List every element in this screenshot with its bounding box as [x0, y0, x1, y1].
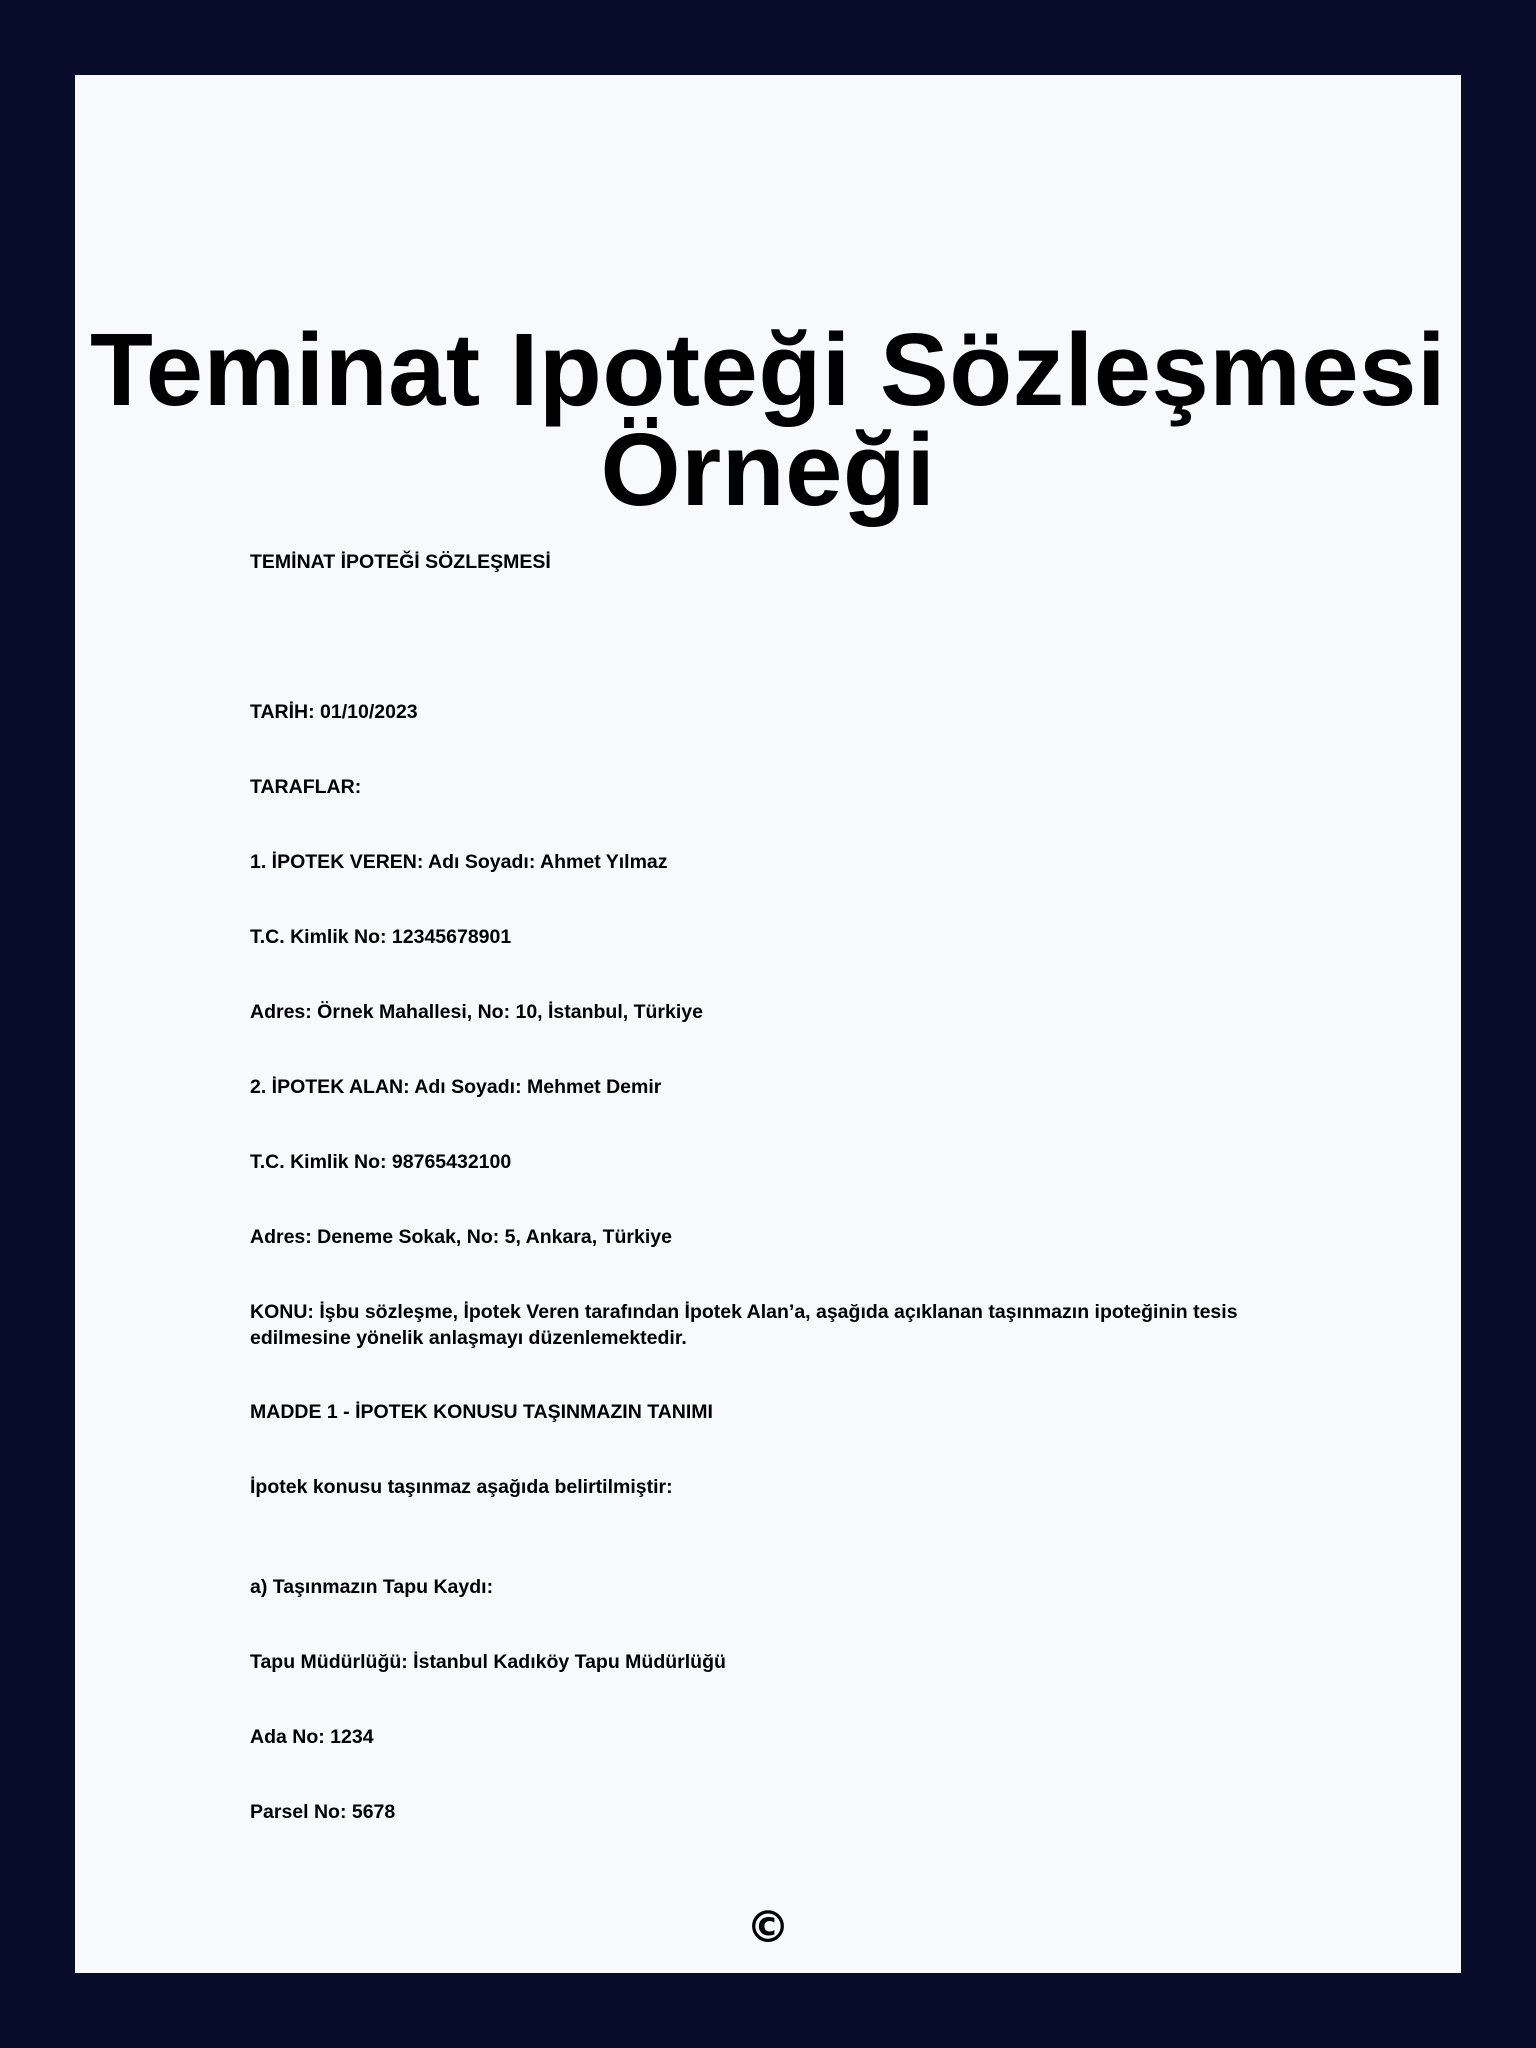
date-line: TARİH: 01/10/2023: [250, 701, 418, 723]
mortgagee-id: T.C. Kimlik No: 98765432100: [250, 1151, 512, 1173]
parties-label: TARAFLAR:: [250, 776, 362, 798]
mortgagor-name: 1. İPOTEK VEREN: Adı Soyadı: Ahmet Yılmaz: [250, 851, 668, 873]
mortgagor-id: T.C. Kimlik No: 12345678901: [250, 926, 512, 948]
article1-heading: MADDE 1 - İPOTEK KONUSU TAŞINMAZIN TANIMI: [250, 1401, 713, 1423]
contract-heading: TEMİNAT İPOTEĞİ SÖZLEŞMESİ: [250, 551, 551, 573]
subject-paragraph: KONU: İşbu sözleşme, İpotek Veren tarafından İpotek Alan’a, aşağıda açıklanan taşınmazın ipoteğinin tesis edilmesine yönelik anlaşmayı düzenlemektedir.: [250, 1301, 1238, 1349]
mortgagor-address: Adres: Örnek Mahallesi, No: 10, İstanbul, Türkiye: [250, 1001, 703, 1023]
deed-label: a) Taşınmazın Tapu Kaydı:: [250, 1576, 494, 1598]
parcel-number: Parsel No: 5678: [250, 1801, 396, 1823]
document-page: [75, 75, 1461, 1973]
mortgagee-name: 2. İPOTEK ALAN: Adı Soyadı: Mehmet Demir: [250, 1076, 662, 1098]
block-number: Ada No: 1234: [250, 1726, 374, 1748]
registry-line: Tapu Müdürlüğü: İstanbul Kadıköy Tapu Müdürlüğü: [250, 1651, 726, 1673]
mortgagee-address: Adres: Deneme Sokak, No: 5, Ankara, Türkiye: [250, 1226, 672, 1248]
document-title: Teminat Ipoteği Sözleşmesi Örneği: [89, 312, 1447, 527]
copyright-icon: ©: [746, 1902, 790, 1953]
article1-intro: İpotek konusu taşınmaz aşağıda belirtilmiştir:: [250, 1476, 673, 1498]
